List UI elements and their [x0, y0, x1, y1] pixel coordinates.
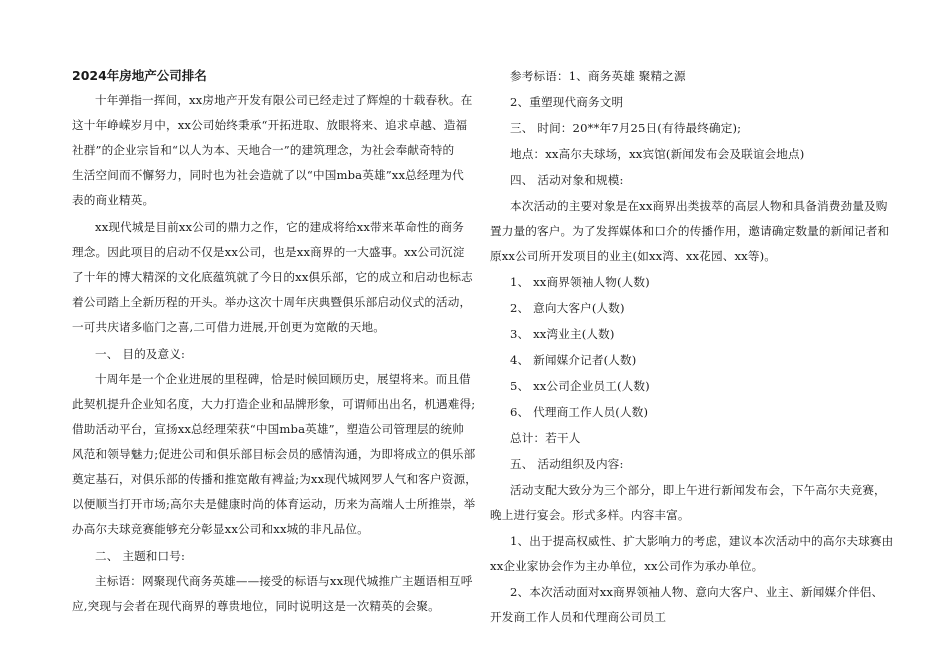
left-text-line: 借助活动平台，宣扬xx总经理荣获“中国mba英雄”，塑造公司管理层的统帅 — [72, 422, 464, 436]
right-text-line: 原xx公司所开发项目的业主(如xx湾、xx花园、xx等)。 — [490, 249, 776, 263]
left-text-line: 二、 主题和口号: — [95, 549, 186, 563]
right-text-line: 1、出于提高权威性、扩大影响力的考虑，建议本次活动中的高尔夫球赛由 — [510, 534, 894, 548]
left-text-line: 这十年峥嵘岁月中，xx公司始终秉承“开拓进取、放眼将来、追求卓越、造福 — [72, 118, 468, 132]
right-text-line: 置力量的客户。为了发挥媒体和口介的传播作用，邀请确定数量的新闻记者和 — [490, 224, 890, 238]
right-text-line: 参考标语：1、商务英雄 聚精之源 — [510, 69, 686, 83]
right-text-line: 四、 活动对象和规模: — [510, 173, 624, 187]
right-text-line: 6、 代理商工作人员(人数) — [510, 405, 649, 419]
left-text-line: 办高尔夫球竞赛能够充分彰显xx公司和xx城的非凡品位。 — [72, 522, 369, 536]
left-text-line: 此契机提升企业知名度，大力打造企业和品牌形象，可谓师出出名，机遇难得; — [72, 397, 476, 411]
right-text-line: 晚上进行宴会。形式多样。内容丰富。 — [490, 508, 690, 522]
right-text-line: 3、 xx湾业主(人数) — [510, 327, 615, 341]
right-text-line: 4、 新闻媒介记者(人数) — [510, 353, 637, 367]
right-text-line: 2、本次活动面对xx商界领袖人物、意向大客户、业主、新闻媒介伴侣、 — [510, 585, 884, 599]
right-text-line: 五、 活动组织及内容: — [510, 457, 624, 471]
left-text-line: 理念。因此项目的启动不仅是xx公司，也是xx商界的一大盛事。xx公司沉淀 — [72, 245, 465, 259]
left-text-line: 一、 目的及意义: — [95, 347, 186, 361]
right-text-line: 1、 xx商界领袖人物(人数) — [510, 275, 650, 289]
left-text-line: 生活空间而不懈努力，同时也为社会造就了以“中国mba英雄”xx总经理为代 — [72, 168, 464, 182]
left-text-line: 风范和领导魅力;促进公司和俱乐部目标会员的感情沟通，为即将成立的俱乐部 — [72, 447, 476, 461]
right-text-line: 本次活动的主要对象是在xx商界出类拔萃的高层人物和具备消费劲量及购 — [510, 199, 888, 213]
document-title: 2024年房地产公司排名 — [72, 68, 207, 83]
left-text-line: 着公司踏上全新历程的开头。举办这次十周年庆典暨俱乐部启动仪式的活动， — [72, 295, 472, 309]
right-text-line: 2、 意向大客户(人数) — [510, 301, 625, 315]
left-text-line: 应,突现与会者在现代商界的尊贵地位，同时说明这是一次精英的会聚。 — [72, 599, 440, 613]
right-text-line: 活动支配大致分为三个部分，即上午进行新闻发布会，下午高尔夫竞赛， — [510, 483, 886, 497]
right-text-line: 开发商工作人员和代理商公司员工 — [490, 610, 667, 624]
left-text-line: 十周年是一个企业进展的里程碑，恰是时候回顾历史，展望将来。而且借 — [95, 372, 471, 386]
right-text-line: 地点：xx高尔夫球场，xx宾馆(新闻发布会及联谊会地点) — [510, 147, 805, 161]
left-text-line: 主标语：网聚现代商务英雄——接受的标语与xx现代城推广主题语相互呼 — [95, 574, 473, 588]
left-text-line: 奠定基石，对俱乐部的传播和推宽敞有裨益;为xx现代城网罗人气和客户资源， — [72, 472, 477, 486]
left-text-line: 社群”的企业宗旨和“以人为本、天地合一”的建筑理念，为社会奉献奇特的 — [72, 143, 455, 157]
left-text-line: 了十年的博大精深的文化底蕴筑就了今日的xx俱乐部，它的成立和启动也标志 — [72, 270, 473, 284]
right-text-line: xx企业家协会作为主办单位，xx公司作为承办单位。 — [490, 559, 764, 573]
right-text-line: 5、 xx公司企业员工(人数) — [510, 379, 650, 393]
left-text-line: 一可共庆诸多临门之喜,二可借力进展,开创更为宽敞的天地。 — [72, 320, 386, 334]
left-text-line: 十年弹指一挥间，xx房地产开发有限公司已经走过了辉煌的十载春秋。在 — [95, 93, 473, 107]
left-text-line: 表的商业精英。 — [72, 193, 155, 207]
right-text-line: 总计：若干人 — [510, 431, 581, 445]
left-text-line: xx现代城是目前xx公司的鼎力之作，它的建成将给xx带来革命性的商务 — [95, 220, 464, 234]
left-text-line: 以便顺当打开市场;高尔夫是健康时尚的体育运动，历来为高端人士所推崇，举 — [72, 497, 476, 511]
right-text-line: 三、 时间：20**年7月25日(有待最终确定); — [510, 121, 742, 135]
right-text-line: 2、重塑现代商务文明 — [510, 95, 624, 109]
